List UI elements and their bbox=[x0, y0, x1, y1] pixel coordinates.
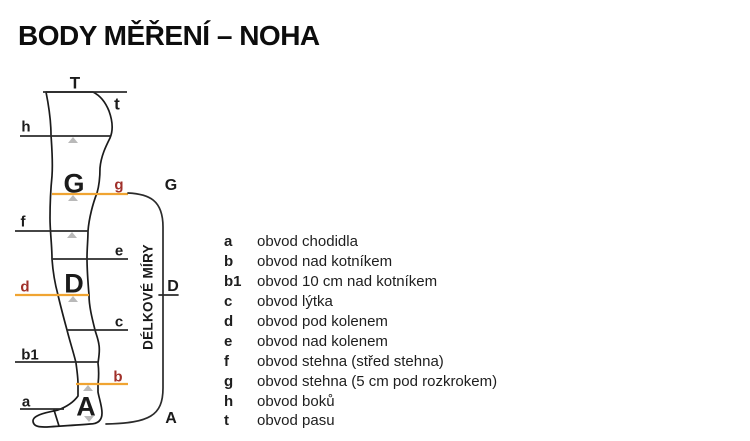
legend-label: obvod nad kotníkem bbox=[257, 253, 393, 271]
page-title: BODY MĚŘENÍ – NOHA bbox=[18, 20, 320, 51]
bracket-title-vertical: DÉLKOVÉ MÍRY bbox=[140, 244, 156, 350]
point-label-c: c bbox=[114, 313, 124, 331]
point-label-t: t bbox=[114, 94, 120, 114]
legend-key: d bbox=[224, 313, 234, 330]
legend-row-g bbox=[224, 371, 497, 391]
point-label-T: T bbox=[69, 73, 81, 93]
legend-row-c bbox=[224, 292, 497, 312]
point-label-d: d bbox=[20, 278, 30, 296]
legend-row-d bbox=[224, 312, 497, 332]
legend-key: b bbox=[224, 253, 234, 271]
point-label-f: f bbox=[20, 213, 26, 231]
legend-key: e bbox=[224, 332, 233, 350]
legend-label: obvod pod kolenem bbox=[257, 313, 388, 330]
legend-key: b1 bbox=[224, 273, 242, 291]
point-label-a: a bbox=[21, 393, 31, 411]
legend bbox=[224, 232, 497, 431]
legend-label: obvod boků bbox=[257, 392, 335, 410]
legend-key: f bbox=[224, 352, 229, 370]
legend-key: c bbox=[224, 293, 233, 311]
legend-label: obvod chodidla bbox=[257, 233, 358, 251]
point-label-e: e bbox=[114, 242, 124, 260]
point-label-b1: b1 bbox=[21, 346, 39, 364]
legend-key: h bbox=[224, 392, 234, 410]
bracket-label-A: A bbox=[165, 410, 177, 427]
legend-row-t bbox=[224, 411, 497, 431]
legend-label: obvod 10 cm nad kotníkem bbox=[257, 273, 438, 291]
legend-row-e bbox=[224, 331, 497, 351]
point-label-h: h bbox=[21, 118, 31, 136]
legend-label: obvod stehna (střed stehna) bbox=[257, 352, 444, 370]
legend-label: obvod lýtka bbox=[257, 293, 333, 311]
bracket-label-G: G bbox=[164, 177, 178, 194]
legend-key: g bbox=[224, 372, 234, 390]
legend-label: obvod pasu bbox=[257, 412, 335, 430]
legend-row-a bbox=[224, 232, 497, 252]
legend-row-b bbox=[224, 252, 497, 272]
point-label-D-big: D bbox=[64, 268, 84, 299]
point-label-b: b bbox=[113, 368, 123, 386]
legend-row-b1 bbox=[224, 272, 497, 292]
bracket-label-D: D bbox=[167, 278, 179, 295]
legend-label: obvod nad kolenem bbox=[257, 332, 388, 350]
point-label-g: g bbox=[114, 176, 124, 194]
legend-row-f bbox=[224, 351, 497, 371]
legend-row-h bbox=[224, 391, 497, 411]
legend-label: obvod stehna (5 cm pod rozkrokem) bbox=[257, 372, 498, 390]
legend-key: t bbox=[224, 412, 229, 430]
legend-key: a bbox=[224, 233, 233, 251]
point-label-A-big: A bbox=[76, 391, 96, 422]
point-label-G-big: G bbox=[63, 168, 85, 199]
